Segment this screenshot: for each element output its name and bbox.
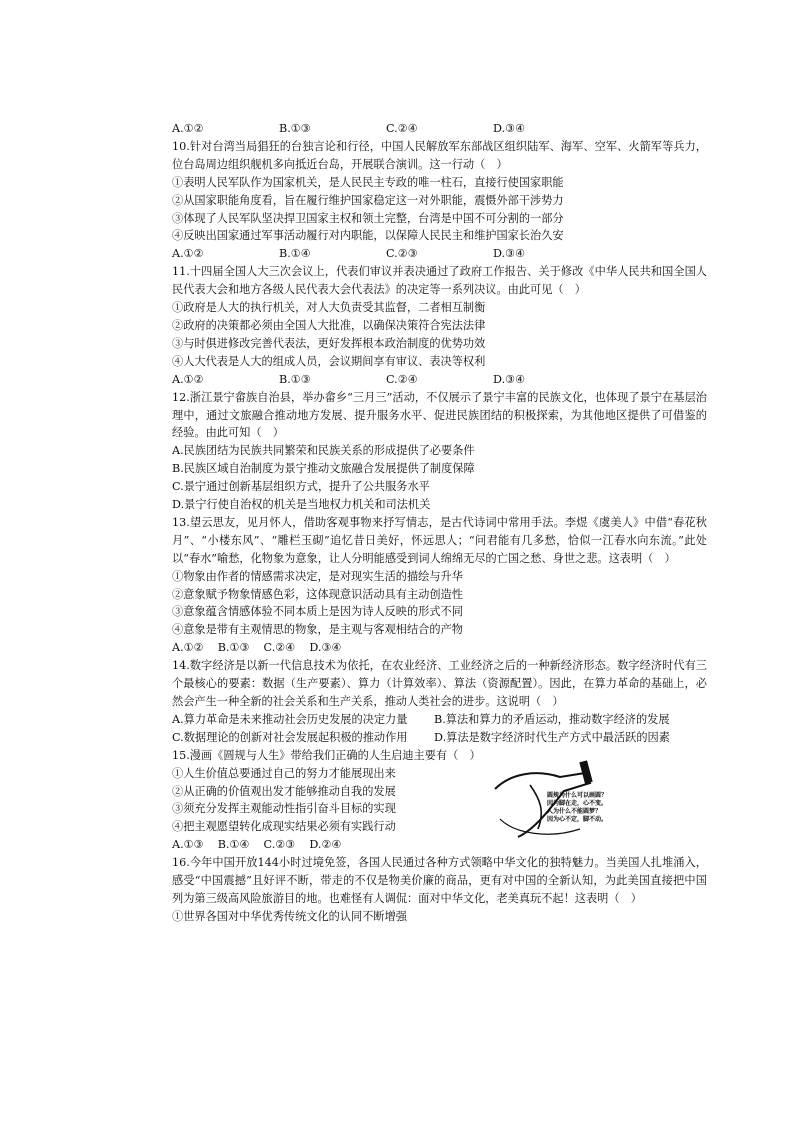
q11-option-b: B.①③ (279, 372, 311, 386)
q9-option-d: D.③④ (493, 122, 526, 135)
q15-option-d: D.②④ (309, 838, 342, 852)
q13-item-4: ④意象是带有主观情思的物象，是主观与客观相结合的产物 (172, 623, 463, 637)
cartoon-line-3: 人为什么不能圆梦？ (547, 807, 602, 815)
q14-option-c: C.数据理论的创新对社会发展起积极的推动作用 (172, 730, 408, 744)
q15-items (172, 765, 492, 855)
q11-item-1: ①政府是人大的执行机关，对人大负责受其监督，二者相互制衡 (172, 301, 486, 315)
q16-stem: 16.今年中国开放144小时过境免签，各国人民通过各种方式领略中华文化的独特魅力。当美国人扎堆涌入，感受“中国震撼”且好评不断，带走的不仅是物美价廉的商品，更有对中国的全新认知，为此美国直接把中国列为第三级高风险旅游目的地。也难怪有人调侃：面对中华文化，老美真玩不起！这表明（ ） (172, 856, 707, 905)
q13-stem: 13.望云思友，见月怀人，借助客观事物来抒写情志，是古代诗词中常用手法。李煜《虞美人》中借“春花秋月”、“小楼东风”、“雕栏玉砌”追忆昔日美好，怀远思人；“问君能有几多愁，恰似一江春水向东流。”此处以“春水”喻愁，化物象为意象，让人分明能感受到词人绵绵无尽的亡国之愁、身世之悲。这表明（ ） (172, 515, 707, 565)
q12-option-d: D.景宁行使自治权的机关是当地权力机关和司法机关 (172, 498, 431, 512)
question-list (172, 120, 707, 926)
cartoon-line-1: 圆规为什么可以画圆？ (547, 791, 608, 799)
q9-option-b: B.①③ (279, 122, 311, 135)
compass-cartoon-image (490, 749, 640, 841)
q10-option-d: D.③④ (493, 247, 526, 261)
q15-item-3: ③须充分发挥主观能动性指引奋斗目标的实现 (172, 802, 396, 816)
q13-item-1: ①物象由作者的情感需求决定，是对现实生活的描绘与升华 (172, 569, 463, 583)
q15-item-2: ②从正确的价值观出发才能够推动自我的发展 (172, 784, 396, 798)
q12-option-c: C.景宁通过创新基层组织方式，提升了公共服务水平 (172, 480, 430, 494)
q10-option-a: A.①② (172, 247, 204, 261)
q15-options (172, 836, 492, 854)
q10-item-1: ①表明人民军队作为国家机关，是人民民主专政的唯一柱石，直接行使国家职能 (172, 175, 564, 189)
q15-item-1: ①人生价值总要通过自己的努力才能展现出来 (172, 766, 396, 780)
q14-option-a: A.算力革命是未来推动社会历史发展的决定力量 (172, 712, 408, 726)
q11-option-c: C.②④ (386, 372, 418, 386)
q10-options (172, 245, 707, 263)
q14-options-row-1 (172, 711, 707, 729)
q11-option-d: D.③④ (493, 372, 526, 386)
q9-option-c: C.②④ (386, 122, 418, 135)
q10-item-2: ②从国家职能角度看，旨在履行维护国家稳定这一对外职能，震慑外部干涉势力 (172, 193, 564, 207)
q13-option-c: C.②④ (263, 641, 296, 655)
q10-item-3: ③体现了人民军队坚决捍卫国家主权和领土完整，台湾是中国不可分割的一部分 (172, 211, 564, 225)
q13-item-3: ③意象蕴含情感体验不同本质上是因为诗人反映的形式不同 (172, 605, 463, 619)
q15-item-4: ④把主观愿望转化成现实结果必须有实践行动 (172, 820, 396, 834)
q15-option-b: B.①④ (217, 838, 250, 852)
q10-item-4: ④反映出国家通过军事活动履行对内职能，以保障人民民主和维护国家长治久安 (172, 229, 564, 243)
q11-stem: 11.十四届全国人大三次会议上，代表们审议并表决通过了政府工作报告、关于修改《中华人民共和国全国人民代表大会和地方各级人民代表大会代表法》的决定等一系列决议。由此可见（ ） (172, 265, 707, 297)
q13-options (172, 639, 707, 657)
q15-option-a: A.①③ (172, 838, 204, 852)
q9-options (172, 120, 707, 138)
q11-item-2: ②政府的决策都必须由全国人大批准，以确保决策符合宪法法律 (172, 318, 486, 332)
cartoon-line-2: 因为脚在走，心不变。 (547, 799, 608, 807)
cartoon-line-4: 因为心不定，脚不动。 (547, 815, 608, 823)
q14-option-b: B.算法和算力的矛盾运动，推动数字经济的发展 (434, 712, 670, 726)
q14-option-d: D.算法是数字经济时代生产方式中最活跃的因素 (434, 730, 670, 744)
q14-stem: 14.数字经济是以新一代信息技术为依托，在农业经济、工业经济之后的一种新经济形态。数字经济时代有三个最核心的要素：数据（生产要素）、算力（计算效率）、算法（资源配置）。因此，在算力革命的基础上，必然会产生一种全新的社会关系和生产关系，推动人类社会的进步。这说明（ ） (172, 659, 707, 708)
q13-option-b: B.①③ (217, 641, 250, 655)
q15-block (172, 747, 707, 854)
q11-options (172, 371, 707, 389)
q10-option-b: B.①④ (279, 247, 311, 261)
q11-item-3: ③与时俱进修改完善代表法，更好发挥根本政治制度的优势功效 (172, 336, 486, 350)
q14-options-row-2 (172, 729, 707, 747)
q15-stem: 15.漫画《圆规与人生》带给我们正确的人生启迪主要有（ ） (172, 748, 481, 762)
q12-option-b: B.民族区域自治制度为景宁推动文旅融合发展提供了制度保障 (172, 462, 475, 476)
q10-stem: 10.针对台湾当局猖狂的台独言论和行径，中国人民解放军东部战区组织陆军、海军、空军、火箭军等兵力，位台岛周边组织舰机多向抵近台岛，开展联合演训。这一行动（ ） (172, 139, 707, 171)
q12-stem: 12.浙江景宁畲族自治县，举办畲乡“三月三”活动，不仅展示了景宁丰富的民族文化，也体现了景宁在基层治理中，通过文旅融合推动地方发展、提升服务水平、促进民族团结的积极探索，为其他地区提供了可借鉴的经验。由此可知（ ） (172, 390, 707, 440)
q11-item-4: ④人大代表是人大的组成人员，会议期间享有审议、表决等权利 (172, 354, 486, 368)
q13-option-d: D.③④ (309, 641, 342, 655)
q12-option-a: A.民族团结为民族共同繁荣和民族关系的形成提供了必要条件 (172, 444, 475, 458)
q9-option-a: A.①② (172, 122, 204, 135)
q15-option-c: C.②③ (263, 838, 296, 852)
q13-option-a: A.①② (172, 641, 204, 655)
q10-option-c: C.②③ (386, 247, 418, 261)
q16-item-1: ①世界各国对中华优秀传统文化的认同不断增强 (172, 909, 407, 923)
q11-option-a: A.①② (172, 372, 204, 386)
q13-item-2: ②意象赋予物象情感色彩，这体现意识活动具有主动创造性 (172, 587, 463, 601)
